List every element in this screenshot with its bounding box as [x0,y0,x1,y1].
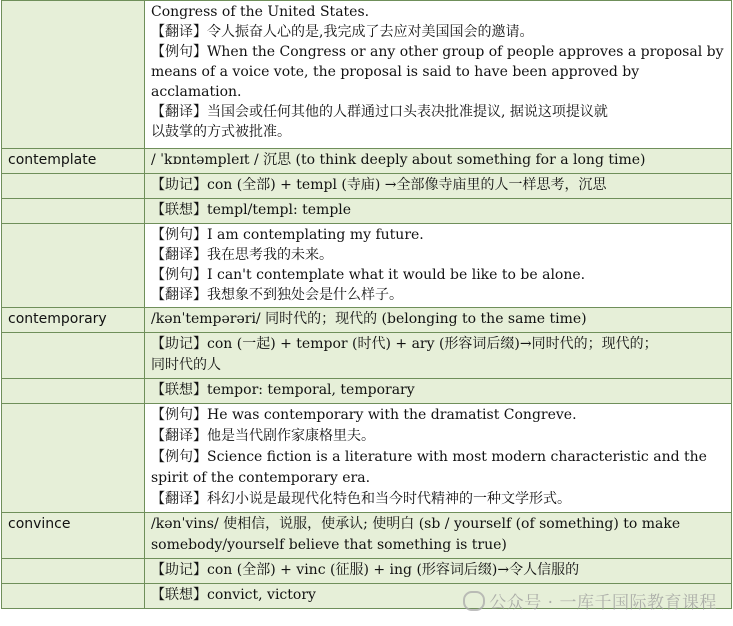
definition-line: / ˈkɒntəmpleɪt / 沉思 (to think deeply about something for a long time) [151,152,646,168]
table-row [2,224,732,308]
word-cell [2,1,145,149]
table-row [2,584,732,609]
word-cell [2,404,145,513]
table-row [2,199,732,224]
association-line: 【联想】tempor: temporal, temporary [151,382,415,398]
association-cell [145,199,732,224]
translation-line: 【翻译】我在思考我的未来。 [151,247,333,263]
translation-line: 以鼓掌的方式被批准。 [151,124,291,140]
translation-line: 【翻译】他是当代剧作家康格里夫。 [151,428,375,444]
table-row [2,308,732,333]
watermark-text: 公众号 · 一库千国际教育课程 [489,593,717,613]
translation-line: 【翻译】令人振奋人心的是,我完成了去应对美国国会的邀请。 [151,24,534,40]
mnemonic-cell [145,174,732,199]
definition-line: /kənˈtempərəri/ 同时代的；现代的 (belonging to the same time) [151,311,587,327]
word-cell [2,333,145,379]
mnemonic-line: 【助记】con (一起) + tempor (时代) + ary (形容词后缀)→同时代的；现代的； [151,336,658,352]
word-cell [2,199,145,224]
table-row [2,404,732,513]
word-cell [2,584,145,609]
example-line: 【例句】I can't contemplate what it would be like to be alone. [151,267,586,283]
mnemonic-cell [145,559,732,584]
definition-cell [145,513,732,559]
translation-line: 【翻译】当国会或任何其他的人群通过口头表决批准提议, 据说这项提议就 [151,104,608,120]
examples-cell [145,224,732,308]
word-cell [2,559,145,584]
text-line: Congress of the United States. [151,4,370,20]
headword-convince: convince [2,513,145,559]
headword-contemplate: contemplate [2,149,145,174]
example-line: means of a voice vote, the proposal is said to have been approved by [151,64,640,80]
example-line: acclamation. [151,84,242,100]
table-row [2,149,732,174]
content-cell [145,1,732,149]
vocabulary-table [1,0,732,609]
mnemonic-line: 同时代的人 [151,357,221,373]
word-cell [2,379,145,404]
table-row [2,559,732,584]
table-row [2,174,732,199]
association-cell [145,584,732,609]
word-cell [2,174,145,199]
table-row [2,1,732,149]
association-line: 【联想】templ/templ: temple [151,202,352,218]
table-row [2,379,732,404]
example-line: 【例句】He was contemporary with the dramatist Congreve. [151,407,577,423]
mnemonic-line: 【助记】con (全部) + templ (寺庙) →全部像寺庙里的人一样思考，沉思 [151,177,607,193]
association-line: 【联想】convict, victory [151,587,316,603]
definition-line: /kənˈvins/ 使相信，说服，使承认; 使明白 (sb / yourself (of something) to make [151,516,681,532]
translation-line: 【翻译】科幻小说是最现代化特色和当今时代精神的一种文学形式。 [151,491,571,507]
headword-contemporary: contemporary [2,308,145,333]
definition-cell [145,149,732,174]
example-line: 【例句】Science fiction is a literature with most modern characteristic and the [151,449,707,465]
translation-line: 【翻译】我想象不到独处会是什么样子。 [151,287,403,303]
examples-cell [145,404,732,513]
table-row [2,333,732,379]
table-row [2,513,732,559]
example-line: 【例句】I am contemplating my future. [151,227,424,243]
mnemonic-cell [145,333,732,379]
definition-line: somebody/yourself believe that something is true) [151,537,507,553]
mnemonic-line: 【助记】con (全部) + vinc (征服) + ing (形容词后缀)→令人信服的 [151,562,580,578]
example-line: spirit of the contemporary era. [151,470,371,486]
example-line: 【例句】When the Congress or any other group of people approves a proposal by [151,44,724,60]
word-cell [2,224,145,308]
definition-cell [145,308,732,333]
association-cell [145,379,732,404]
